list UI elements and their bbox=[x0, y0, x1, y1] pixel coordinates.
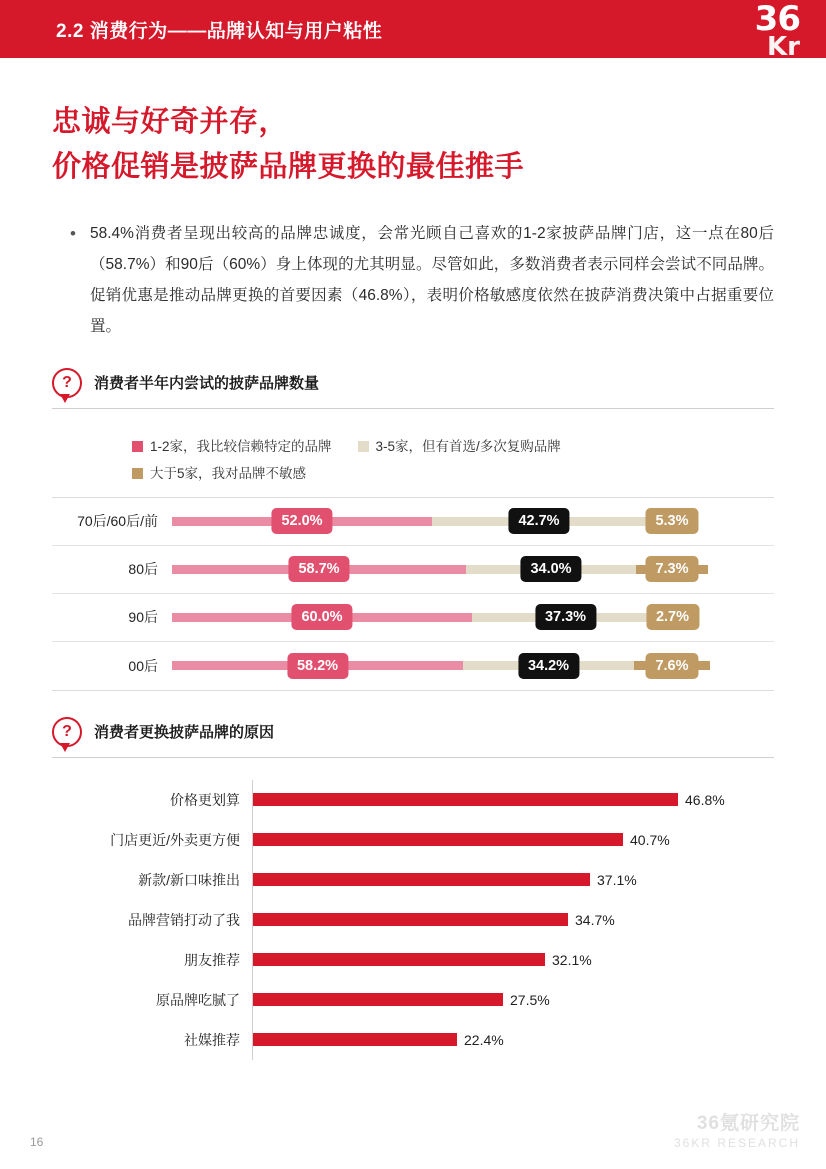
chart2-category-label: 社媒推荐 bbox=[184, 1031, 240, 1048]
chart2-bar-track bbox=[252, 820, 774, 860]
chart1-section bbox=[52, 368, 774, 691]
chart2-value-label: 46.8% bbox=[685, 791, 725, 808]
chart2-value-label: 34.7% bbox=[575, 911, 615, 928]
chart1-segment-3 bbox=[636, 561, 708, 578]
chart1-category-label: 90后 bbox=[128, 609, 158, 626]
page-number: 16 bbox=[30, 1135, 44, 1149]
chart1-value-label-1: 58.2% bbox=[287, 653, 348, 679]
horizontal-bar-chart bbox=[52, 780, 774, 1060]
chart1-category-label: 70后/60后/前 bbox=[77, 513, 158, 530]
chart2-bar bbox=[253, 993, 503, 1006]
chart2-row bbox=[52, 780, 774, 820]
chart2-value-label: 32.1% bbox=[552, 951, 592, 968]
chart1-value-label-3: 5.3% bbox=[645, 508, 698, 534]
watermark-line2: 36KR RESEARCH bbox=[673, 1136, 800, 1150]
chart2-bar-track bbox=[252, 980, 774, 1020]
chart1-segment-2 bbox=[432, 513, 646, 530]
chart2-row bbox=[52, 820, 774, 860]
chart1-value-label-2: 34.0% bbox=[520, 556, 581, 582]
legend-swatch-icon-2 bbox=[132, 468, 143, 479]
legend-label-1: 3-5家，但有首选/多次复购品牌 bbox=[375, 438, 561, 454]
chart1-segment-3 bbox=[646, 513, 698, 530]
bullet-text: 58.4%消费者呈现出较高的品牌忠诚度，会常光顾自己喜欢的1-2家披萨品牌门店，这一点在80后（58.7%）和90后（60%）身上体现的尤其明显。尽管如此，多数消费者表示同样会尝试不同品牌。促销优惠是推动品牌更换的首要因素（46.8%），表明价格敏感度依然在披萨消费决策中占据重要位置。 bbox=[89, 224, 774, 335]
chart2-bar bbox=[253, 873, 590, 886]
brand-logo-sub: Kr bbox=[767, 32, 800, 62]
chart2-bar bbox=[253, 953, 545, 966]
chart2-category-label: 门店更近/外卖更方便 bbox=[110, 831, 240, 848]
page-title-line1: 忠诚与好奇并存， bbox=[52, 106, 289, 138]
legend-item-0 bbox=[132, 433, 332, 460]
chart2-row bbox=[52, 1020, 774, 1060]
chart2-bar-track bbox=[252, 940, 774, 980]
chart1-segment-3 bbox=[634, 657, 710, 674]
chart1-segment-1 bbox=[172, 513, 432, 530]
chart1-segment-2 bbox=[472, 609, 659, 626]
legend-item-1 bbox=[358, 433, 561, 460]
chart2-title: 消费者更换披萨品牌的原因 bbox=[94, 724, 275, 742]
chart2-bar-track bbox=[252, 900, 774, 940]
question-mark-icon: ? bbox=[52, 368, 82, 398]
chart2-bar-track bbox=[252, 1020, 774, 1060]
chart1-segment-2 bbox=[466, 561, 636, 578]
legend-swatch-icon-0 bbox=[132, 441, 143, 452]
chart1-value-label-2: 42.7% bbox=[508, 508, 569, 534]
chart1-bar-track bbox=[172, 545, 774, 593]
stacked-bar-chart bbox=[52, 497, 774, 691]
chart1-bar-track bbox=[172, 642, 774, 690]
chart1-row bbox=[52, 546, 774, 594]
chart1-value-label-1: 52.0% bbox=[271, 508, 332, 534]
legend-label-0: 1-2家，我比较信赖特定的品牌 bbox=[150, 438, 332, 454]
page-title bbox=[52, 100, 826, 190]
chart2-bar bbox=[253, 833, 623, 846]
chart1-value-label-2: 37.3% bbox=[535, 604, 596, 630]
chart1-category-label: 00后 bbox=[128, 657, 158, 674]
chart2-row bbox=[52, 860, 774, 900]
header-section-label: 2.2 消费行为——品牌认知与用户粘性 bbox=[56, 20, 383, 42]
chart1-bar-track bbox=[172, 593, 774, 641]
chart1-value-label-2: 34.2% bbox=[518, 653, 579, 679]
chart1-category-label: 80后 bbox=[128, 561, 158, 578]
chart2-bar bbox=[253, 913, 568, 926]
chart1-value-label-3: 7.3% bbox=[645, 556, 698, 582]
bullet-marker: • bbox=[70, 223, 76, 243]
chart1-segment-2 bbox=[463, 657, 634, 674]
chart1-segment-3 bbox=[655, 609, 690, 626]
chart2-category-label: 原品牌吃腻了 bbox=[156, 991, 240, 1008]
chart1-bar-track bbox=[172, 497, 774, 545]
chart1-row bbox=[52, 594, 774, 642]
chart2-category-label: 新款/新口味推出 bbox=[138, 871, 240, 888]
chart2-category-label: 品牌营销打动了我 bbox=[128, 911, 240, 928]
chart1-row bbox=[52, 642, 774, 690]
question-mark-icon: ? bbox=[52, 717, 82, 747]
chart2-category-label: 价格更划算 bbox=[170, 791, 240, 808]
watermark-line1: 36氪研究院 bbox=[696, 1113, 800, 1135]
chart2-bar bbox=[253, 793, 678, 806]
chart2-row bbox=[52, 980, 774, 1020]
chart2-header bbox=[52, 717, 774, 758]
chart2-value-label: 22.4% bbox=[464, 1031, 504, 1048]
chart1-legend bbox=[132, 433, 774, 487]
chart2-category-label: 朋友推荐 bbox=[184, 951, 240, 968]
brand-logo: 36 bbox=[754, 0, 800, 39]
chart1-value-label-1: 58.7% bbox=[288, 556, 349, 582]
chart1-value-label-1: 60.0% bbox=[291, 604, 352, 630]
legend-item-2 bbox=[132, 460, 306, 487]
watermark bbox=[674, 1112, 800, 1151]
legend-label-2: 大于5家，我对品牌不敏感 bbox=[150, 465, 307, 481]
summary-bullet bbox=[70, 218, 774, 342]
chart2-value-label: 27.5% bbox=[510, 991, 550, 1008]
chart2-bar-track bbox=[252, 780, 774, 820]
chart1-row bbox=[52, 498, 774, 546]
chart2-value-label: 40.7% bbox=[630, 831, 670, 848]
chart1-value-label-3: 2.7% bbox=[646, 604, 699, 630]
chart1-segment-1 bbox=[172, 657, 463, 674]
legend-swatch-icon-1 bbox=[358, 441, 369, 452]
chart1-header bbox=[52, 368, 774, 409]
chart2-row bbox=[52, 940, 774, 980]
chart2-value-label: 37.1% bbox=[597, 871, 637, 888]
chart2-bar-track bbox=[252, 860, 774, 900]
chart1-segment-1 bbox=[172, 561, 466, 578]
page-title-line2: 价格促销是披萨品牌更换的最佳推手 bbox=[52, 150, 525, 183]
chart1-title: 消费者半年内尝试的披萨品牌数量 bbox=[94, 375, 320, 393]
chart1-value-label-3: 7.6% bbox=[645, 653, 698, 679]
chart1-segment-1 bbox=[172, 609, 472, 626]
chart2-section bbox=[52, 717, 774, 1060]
page-header bbox=[0, 0, 826, 62]
chart2-bar bbox=[253, 1033, 457, 1046]
chart2-row bbox=[52, 900, 774, 940]
